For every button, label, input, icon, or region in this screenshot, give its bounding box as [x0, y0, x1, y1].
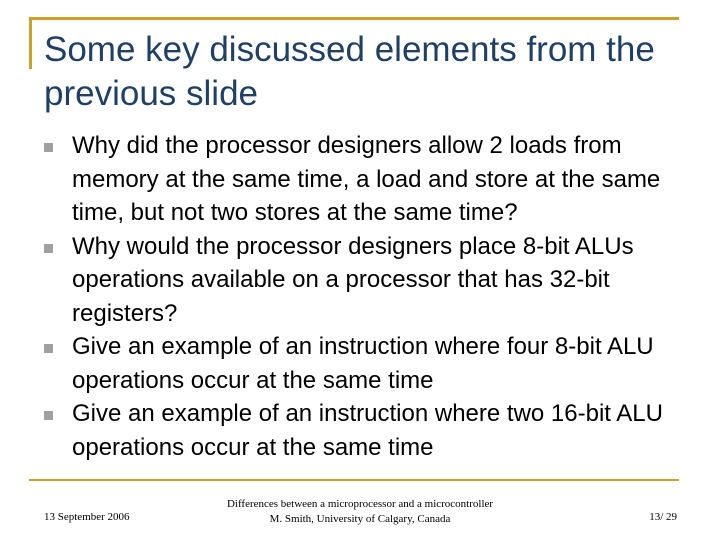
- bullet-text: Why would the processor designers place 8-bit ALUs operations available on a processor that has 32-bit registers?: [72, 232, 634, 327]
- frame-top-line: [29, 17, 679, 20]
- bullet-item: [0, 230, 672, 331]
- bullet-item: [0, 129, 672, 230]
- slide-title: Some key discussed elements from the previous slide: [44, 30, 655, 113]
- bullet-text: Give an example of an instruction where four 8-bit ALU operations occur at the same time: [72, 333, 654, 394]
- square-bullet-icon: [44, 344, 53, 353]
- footer-course-title: Differences between a microprocessor and a microcontroller: [226, 498, 494, 510]
- bullet-text: Give an example of an instruction where two 16-bit ALU operations occur at the same time: [72, 400, 663, 461]
- footer-page-number: 13/ 29: [649, 511, 677, 523]
- footer-author: M. Smith, University of Calgary, Canada: [269, 513, 451, 525]
- bullet-item: [0, 397, 672, 464]
- bullet-text: Why did the processor designers allow 2 loads from memory at the same time, a load and store at the same time, but not two stores at the same time?: [72, 132, 661, 226]
- footer-date: 13 September 2006: [44, 511, 130, 523]
- bullet-item: [0, 330, 672, 397]
- square-bullet-icon: [44, 244, 53, 253]
- footer-course-info: [200, 497, 520, 527]
- frame-left-line: [29, 17, 32, 69]
- square-bullet-icon: [44, 411, 53, 420]
- square-bullet-icon: [44, 143, 53, 152]
- bullet-list: [0, 129, 720, 464]
- frame-bottom-line: [29, 479, 679, 481]
